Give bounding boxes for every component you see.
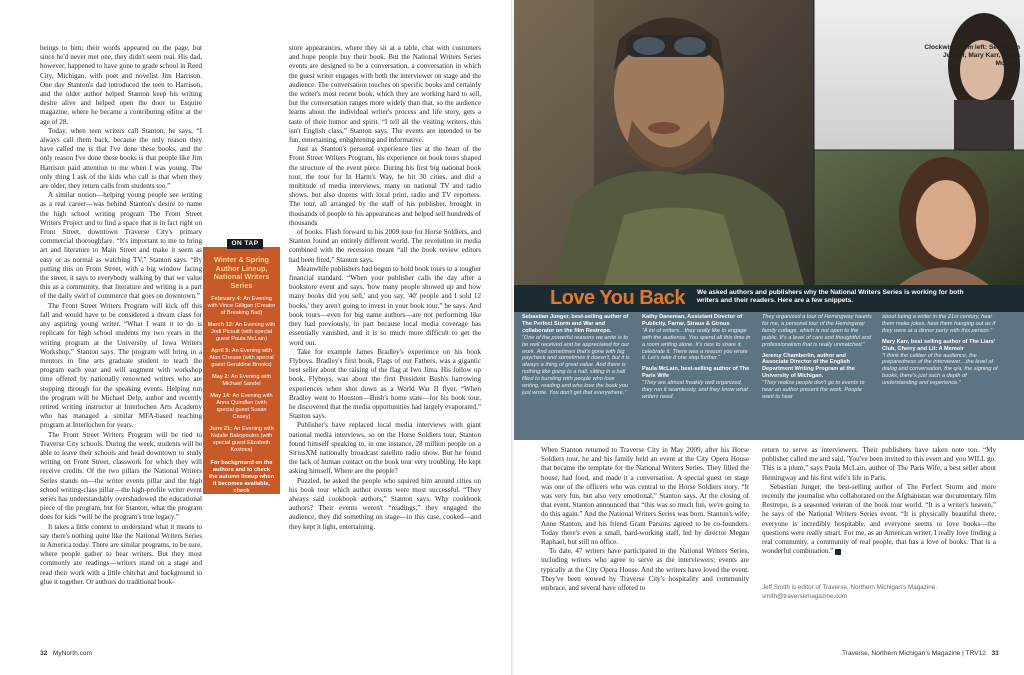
folio-issue: | TRV12 — [962, 650, 986, 657]
event-date: February 4: — [211, 296, 244, 303]
quote-text: “They are almost freakily well organized, they run it seamlessly, and they know what writers need. — [642, 380, 748, 400]
sidebar-title: Winter & Spring Author Lineup, National Writers Series — [213, 255, 270, 290]
quote-author: Kathy Daneman, Assistant Director of Publicity, Farrar, Straus & Giroux — [642, 314, 743, 327]
body-paragraph: beings to him; their words appeared on the page, but since he'd never met one, they didn't seem real. His dad, however, happened to have gone to grade school in Reed City, Michigan, with poet and novelist Jim Harrison. One day Stanton's dad introduced the teen to Harrison, and the older author helped Stanton keep his writing desire alive and helped open the door to Esquire magazine, where he became a contributing editor at the age of 28. — [40, 44, 202, 126]
body-paragraph: Today, when teen writers call Stanton, he says, “I always call them back, because the only reason they have called me is that I've done these books, and the only reason I've done these books is that people like Jim Harrison paid attention to me when I was young. The only thing I ask of the kids who call is that when they are older, they return calls from students too.” — [40, 126, 202, 191]
body-paragraph: A similar notion—helping young people see writing as a real career—was behind Stanton's desire to name the high school writing program The Front Street Writers Project and to find a space that is in fact right on Front Street, downtown Traverse City's primary commercial thoroughfare. “It's important to me to bring art and literature to Main Street and make it seem as easy or as normal as watching TV,” Stanton says. “By putting this on Front Street, with a big window facing the street, it says to everybody walking by that we value this as a community, that literature and writing is a part of the daily swirl of commerce that goes on downtown.” — [40, 191, 202, 301]
quote-text: “One of the powerful reasons we write is to be well received and be appreciated for our work. And sometimes that's gone with big paycheck and sometimes it doesn't, but it is always a thing of great value. And there is nothing like going to a hall, sitting in a hall filled to bursting with people who love writing, reading and who love the book you just wrote. You don't get that everywhere.” — [522, 334, 630, 396]
event-description: An Evening with Natalie Bakopoulos (with special guest Elizabeth Kostova) — [210, 426, 274, 454]
left-column-2 — [289, 44, 481, 532]
body-paragraph: Just as Stanton's personal experience lies at the heart of the Front Street Writers Program, his experience on book tours shaped the structure of the event piece. During his first big national book tour, the tour for In Harm's Way, he hit 30 cities, and did a multitude of media interviews, many on national TV and radio shows, but also dozens with local print, radio and TV reporters. The tour, all arranged by the staff of his publisher, brought in thousands of people to his appearances and helped sell hundreds of thousands — [289, 145, 481, 227]
quote-column-1 — [522, 314, 632, 401]
quote-text: “I think the caliber of the audience, the preparedness of the interviewer…the level of dialog and conversation, the q/a, the signing of books, there's just such a depth of understanding and experience.” — [882, 352, 998, 387]
left-column-1 — [40, 44, 202, 587]
body-paragraph: The Front Street Writers Program will kick off this fall and would have to be considered a dream class for any aspiring young writer. “What I want it to do is replicate for high school students my two years in the writing program at the University of Iowa Writers Workshop,” Stanton says. The program will bring in a mentors in fine arts graduate student to teach the program each year and will augment with workshop time offered by nationally renowned writers who are stopping through for the speaking events. Helping run the program will be Michael Delp, author and recently retired writing instructor at Interlochen Arts Academy who has managed a similar MFA-based teaching program at Interlochen for years. — [40, 301, 202, 430]
body-paragraph: Take for example James Bradley's experience on his book Flyboys. Bradley's first book, Flags of our Fathers, was a gigantic best seller about the raising of the flag at Iwo Jima. His follow up book, Flyboys, was about the first President Bush's harrowing experiences when shot down as a World War II flyer. “When Bradley went to Houston—Bush's home state—for his book tour, he discovered that the media opportunities had largely evaporated,” Stanton says. — [289, 347, 481, 421]
body-paragraph: Sebastian Junger, the best-selling author of The Perfect Storm and more recently the journalist who collaborated on the Afghanistan war documentary film Restrepo, is a seasoned veteran of the book tour world. “It is a writer's heaven,” he says of the National Writers Series event. “It is physically beautiful there, everyone is incredibly hospitable, and everyone seems to love books—the questions were really smart. For me, as an American writer, I really love finding a real community, a community of real people, that has a love of books. That is a wonderful combination.” — [762, 482, 996, 556]
quote-text: “A lot of writers…they really like to engage with the audience. You spend all this time in a room writing alone. It's nice to share it, celebrate it. There was a reason you wrote it. Let's take it one step further.” — [642, 327, 751, 362]
quote-text: “They realize people don't go to events to hear an author present the work. People want to hear — [762, 380, 865, 400]
sidebar-event — [207, 426, 276, 454]
right-column-1 — [541, 446, 749, 593]
body-paragraph: When Stanton returned to Traverse City in May 2009, after his Horse Soldiers tour, he and his family held an event at the City Opera House that became the template for the National Writers Series. They filled the house, had food, and made it a conversation. A special guest on stage was one of the officers who was central to the Horse Soldiers story. “It was very fun, but also very emotional,” Stanton says. At the closing of that event, Stanton announced that “this was so much fun, we're going to do this again.” And the National Writers Series was born. Stanton's wife, Anne Stanton, and his friend Grant Parsons agreed to be co-founders. Today there's even a small, hard-working staff, led by director Megan Raphael, but still no office. — [541, 446, 749, 547]
body-paragraph: Puzzled, he asked the people who squired him around cities on his book tour which author events were most successful. “They always said cookbook authors,” Stanton says. Why cookbook authors? Their events weren't “readings,” they engaged the audience, they did something on stage—in this case, cooked—and they kept it light, entertaining. — [289, 476, 481, 531]
page-gutter — [511, 0, 513, 675]
on-tap-sidebar — [203, 240, 280, 502]
event-date: May 2: — [211, 374, 231, 381]
photo-illustration — [514, 0, 1024, 285]
sidebar-event — [207, 348, 276, 369]
author-bio — [762, 584, 962, 601]
body-paragraph: Publisher's have replaced local media interviews with giant national media interviews, so on the Horse Soldiers tour, Stanton found himself speaking to, in one instance, 28 million people on a SiriusXM nationally broadcast satellite radio show. But he found the lack of human contact on the book tour very troubling. He kept asking himself, Where are the people? — [289, 421, 481, 476]
body-paragraph: It takes a little context to understand what it means to say there's nothing quite like the National Writers Series in America today. There are similar programs, to be sure, where people gather to hear writers. But they most commonly are readings—writers stand on a stage and read their work with a little chitchat and background to glue it together. Or authors do traditional book- — [40, 522, 202, 586]
event-date: March 12: — [207, 322, 236, 329]
quote-text: They organized a tour of Hemingway haunts for me, a personal tour of the Hemingway family cottage, which is not open to the public. It's a level of care and thoughtful and professionalism that is really unmatched.” — [762, 314, 872, 348]
event-description: An Evening with Alan Cheuse (with special guest Geraldine Brooks) — [209, 348, 274, 369]
body-paragraph: return to serve as interviewers. Their publishers have taken note too. “My publisher called me and said, 'You've been invited to this event and you WILL go. This is a plum,” says Paula McLain, author of The Paris Wife, a best seller about Hemingway and his first wife's life in Paris. — [762, 446, 996, 482]
sidebar-event — [207, 322, 276, 343]
event-date: May 14: — [210, 393, 233, 400]
event-description: An Evening with Jodi Picoult (with special guest Paula McLain) — [211, 322, 276, 343]
quote-author: Paula McLain, best-selling author of The Paris Wife — [642, 366, 750, 380]
event-description: An Evening with Michael Sandel — [222, 374, 272, 388]
end-mark-icon — [835, 549, 841, 555]
event-description: An Evening with Anna Quindlen (with special guest Susan Casey) — [216, 393, 273, 421]
right-column-2 — [762, 446, 996, 556]
event-description: An Evening with Vince Gilligan (Creator of Breaking Bad) — [207, 296, 276, 317]
quote-column-4 — [882, 314, 1000, 391]
folio-magazine: Traverse, Northern Michigan's Magazine — [842, 650, 961, 657]
body-paragraph: of books. Flash forward to his 2009 tour for Horse Soldiers, and Stanton found an entirely different world. The revolution in media combined with the recession meant “all the book review editors had been fired,” Stanton says. — [289, 228, 481, 264]
body-paragraph: The Front Street Writers Program will be tied to Traverse City schools. During the week, students will be able to leave their schools and head downtown to study writing on Front Street, classwork for which they will receive credits. Of the two pillars the National Writers Series stands on—the writer events pillar and the high school writing-class pillar—the high-profile writer event series has understandably overshadowed the educational piece of the program, but for Stanton, what the program does for kids “will be the program's true legacy.” — [40, 430, 202, 522]
bio-text: Jeff Smith is editor of Traverse, Northern Michigan's Magazine. — [762, 584, 938, 591]
quote-author: Jeremy Chamberlin, author and Associate Director of the English Department Writing Program at the University of Michigan. — [762, 352, 855, 380]
event-date: June 21: — [209, 426, 234, 433]
bio-email[interactable]: smith@traversemagazine.com — [762, 592, 848, 600]
sidebar-events — [203, 296, 280, 454]
folio-site: MyNorth.com — [52, 650, 93, 657]
event-date: April 5: — [211, 348, 232, 355]
quote-text: about being a writer in the 21st century, hear them make jokes, hear them hanging out as if they were at a dinner party with this person.” — [882, 314, 996, 334]
banner-subtitle: We asked authors and publishers why the National Writers Series is working for both writers and their readers. Here are a few snippets. — [697, 289, 964, 304]
body-paragraph: store appearances, where they sit at a table, chat with customers and hope people buy their book. But the National Writers Series events are designed to be a conversation, a conversation in which the guest writer engages with both the interviewer on stage and the audience. The conversation touches on specific books and certainly the writer's most recent book, which they are working hard to sell, but the conversation ranges more widely than that, so the audience learns about the individual writer's process and life story, gets a taste of their humor and spirit. “I tell all the visiting writers, this isn't English class,” Stanton says. The events are intended to be fun, entertaining, enlightening and informative. — [289, 44, 481, 145]
sidebar-event — [207, 393, 276, 421]
right-folio — [842, 650, 999, 657]
quote-column-2 — [642, 314, 752, 405]
quote-author: Mary Karr, best selling author of The Liars' Club, Cherry and Lit: A Memoir — [882, 338, 996, 352]
body-paragraph: Meanwhile publishers had begun to hold book tours to a tougher financial standard. “When your publisher calls the day after a bookstore event and says, 'how many people showed up and how many books did you sell,' and you say, '40' people and I sold 12 books,' they aren't going to invest in your book tour,” he says. And book tours—even for big name authors—are not performing like they had previously, in part because local media coverage has essentially vanished, and it is so much more difficult to get the word out. — [289, 264, 481, 347]
page-number-left: 32 — [40, 650, 48, 657]
page-number-right: 33 — [991, 650, 999, 657]
quote-author: Sebastian Junger, best-selling author of The Perfect Storm and War and collaborator on the film Restrepo. — [522, 314, 629, 334]
photo-caption: Clockwise from left: Sebastian Junger, Mary Karr, Paula McLain. — [924, 44, 1020, 67]
on-tap-tab: ON TAP — [227, 239, 263, 249]
left-folio — [40, 650, 92, 657]
body-paragraph: To date, 47 writers have participated in the National Writers Series, including writers who agree to serve as the interviewers; events are typically at the City Opera House. And the writers have loved the event. They've been wowed by Traverse City's hospitality and community embrace, and several have offered to — [541, 547, 749, 593]
author-photo-collage — [514, 0, 1024, 285]
banner-title: Love You Back — [550, 287, 686, 309]
sidebar-event — [207, 296, 276, 317]
sidebar-event — [207, 374, 276, 388]
quote-column-3 — [762, 314, 872, 405]
sidebar-footer: For background on the authors and to check the autumn lineup when it becomes available, check nationalwritersseries.org. — [208, 460, 278, 502]
